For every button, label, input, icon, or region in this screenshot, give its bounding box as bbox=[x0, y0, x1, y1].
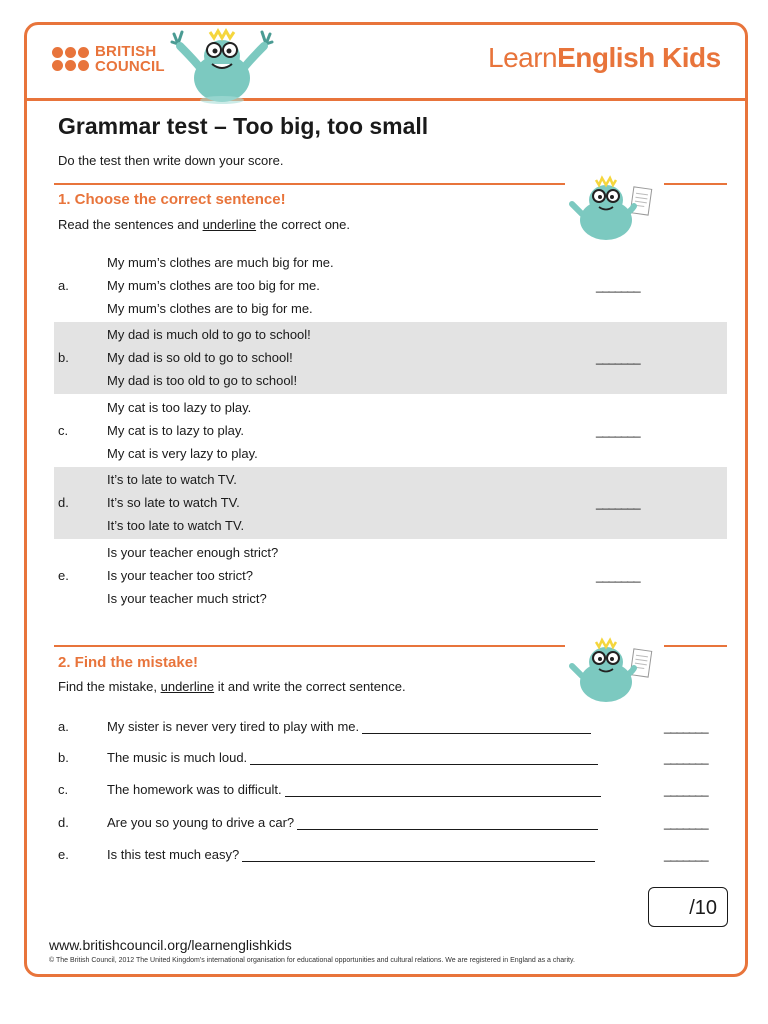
mistake-row-a bbox=[58, 719, 728, 739]
british-council-logo bbox=[52, 44, 165, 74]
mistake-row-c bbox=[58, 782, 728, 802]
mistake-letter: c. bbox=[58, 782, 69, 797]
question-letter: c. bbox=[58, 423, 69, 438]
sentence-option[interactable]: My mum’s clothes are too big for me. bbox=[107, 278, 320, 293]
page-title: Grammar test – Too big, too small bbox=[58, 113, 429, 139]
sentence-option[interactable]: Is your teacher too strict? bbox=[107, 568, 253, 583]
score-blank[interactable]: _______ bbox=[664, 847, 708, 862]
section2-rule-left bbox=[54, 645, 565, 647]
question-letter: b. bbox=[58, 350, 69, 365]
question-letter: d. bbox=[58, 495, 69, 510]
mistake-letter: e. bbox=[58, 847, 69, 862]
mistake-sentence[interactable]: The homework was to difficult. bbox=[107, 782, 282, 797]
mistake-sentence[interactable]: My sister is never very tired to play with me. bbox=[107, 719, 360, 734]
correction-line[interactable] bbox=[297, 816, 598, 830]
correction-line[interactable] bbox=[285, 783, 601, 797]
footer-copyright: © The British Council, 2012 The United Kingdom’s international organisation for educational opportunities and cultural relations. We are registered in England as a charity. bbox=[49, 957, 575, 964]
question-letter: e. bbox=[58, 568, 69, 583]
sentence-option[interactable]: It’s too late to watch TV. bbox=[107, 518, 245, 533]
sentence-option[interactable]: My dad is so old to go to school! bbox=[107, 350, 293, 365]
bc-dots-icon bbox=[52, 47, 89, 71]
question-e bbox=[54, 540, 727, 612]
score-blank[interactable]: _______ bbox=[664, 719, 708, 734]
question-d bbox=[54, 467, 727, 539]
answer-blank[interactable]: _______ bbox=[596, 350, 640, 365]
mascot-reading-icon bbox=[568, 636, 660, 706]
mistake-letter: a. bbox=[58, 719, 69, 734]
section2-title: 2. Find the mistake! bbox=[58, 654, 199, 671]
sentence-option[interactable]: Is your teacher enough strict? bbox=[107, 545, 279, 560]
sentence-option[interactable]: My dad is much old to go to school! bbox=[107, 327, 311, 342]
sentence-option[interactable]: My cat is too lazy to play. bbox=[107, 400, 252, 415]
correction-line[interactable] bbox=[242, 848, 595, 862]
section2-instructions: Find the mistake, underline it and write the correct sentence. bbox=[58, 679, 406, 694]
intro-text: Do the test then write down your score. bbox=[58, 153, 284, 168]
mistake-sentence[interactable]: Is this test much easy? bbox=[107, 847, 240, 862]
question-letter: a. bbox=[58, 278, 69, 293]
answer-blank[interactable]: _______ bbox=[596, 568, 640, 583]
score-blank[interactable]: _______ bbox=[664, 750, 708, 765]
sentence-option[interactable]: It’s to late to watch TV. bbox=[107, 472, 237, 487]
mistake-sentence[interactable]: Are you so young to drive a car? bbox=[107, 815, 295, 830]
section1-instructions: Read the sentences and underline the correct one. bbox=[58, 217, 351, 232]
mascot-header-icon bbox=[170, 26, 274, 106]
correction-line[interactable] bbox=[250, 751, 598, 765]
sentence-option[interactable]: My cat is very lazy to play. bbox=[107, 446, 258, 461]
mistake-row-e bbox=[58, 847, 728, 867]
section1-title: 1. Choose the correct sentence! bbox=[58, 191, 286, 208]
mistake-letter: b. bbox=[58, 750, 69, 765]
score-blank[interactable]: _______ bbox=[664, 815, 708, 830]
answer-blank[interactable]: _______ bbox=[596, 495, 640, 510]
sentence-option[interactable]: It’s so late to watch TV. bbox=[107, 495, 240, 510]
section1-rule-right bbox=[664, 183, 727, 185]
header-divider bbox=[27, 98, 745, 101]
section2-rule-right bbox=[664, 645, 727, 647]
bc-logo-line1: BRITISH bbox=[95, 43, 157, 60]
mascot-reading-icon bbox=[568, 174, 660, 244]
score-box[interactable] bbox=[648, 887, 728, 927]
learnenglish-kids-logo: LearnEnglish Kids bbox=[488, 42, 721, 73]
sentence-option[interactable]: My cat is to lazy to play. bbox=[107, 423, 245, 438]
sentence-option[interactable]: Is your teacher much strict? bbox=[107, 591, 267, 606]
mistake-row-b bbox=[58, 750, 728, 770]
sentence-option[interactable]: My mum’s clothes are much big for me. bbox=[107, 255, 334, 270]
question-c bbox=[54, 395, 727, 467]
mistake-letter: d. bbox=[58, 815, 69, 830]
bc-logo-line2: COUNCIL bbox=[95, 58, 165, 75]
question-a bbox=[54, 250, 727, 322]
mistake-row-d bbox=[58, 815, 728, 835]
section1-rule-left bbox=[54, 183, 565, 185]
footer-url[interactable]: www.britishcouncil.org/learnenglishkids bbox=[49, 937, 292, 953]
score-total: /10 bbox=[689, 897, 717, 919]
sentence-option[interactable]: My dad is too old to go to school! bbox=[107, 373, 298, 388]
sentence-option[interactable]: My mum’s clothes are to big for me. bbox=[107, 301, 313, 316]
correction-line[interactable] bbox=[362, 720, 591, 734]
answer-blank[interactable]: _______ bbox=[596, 278, 640, 293]
mistake-sentence[interactable]: The music is much loud. bbox=[107, 750, 248, 765]
answer-blank[interactable]: _______ bbox=[596, 423, 640, 438]
question-b bbox=[54, 322, 727, 394]
score-blank[interactable]: _______ bbox=[664, 782, 708, 797]
